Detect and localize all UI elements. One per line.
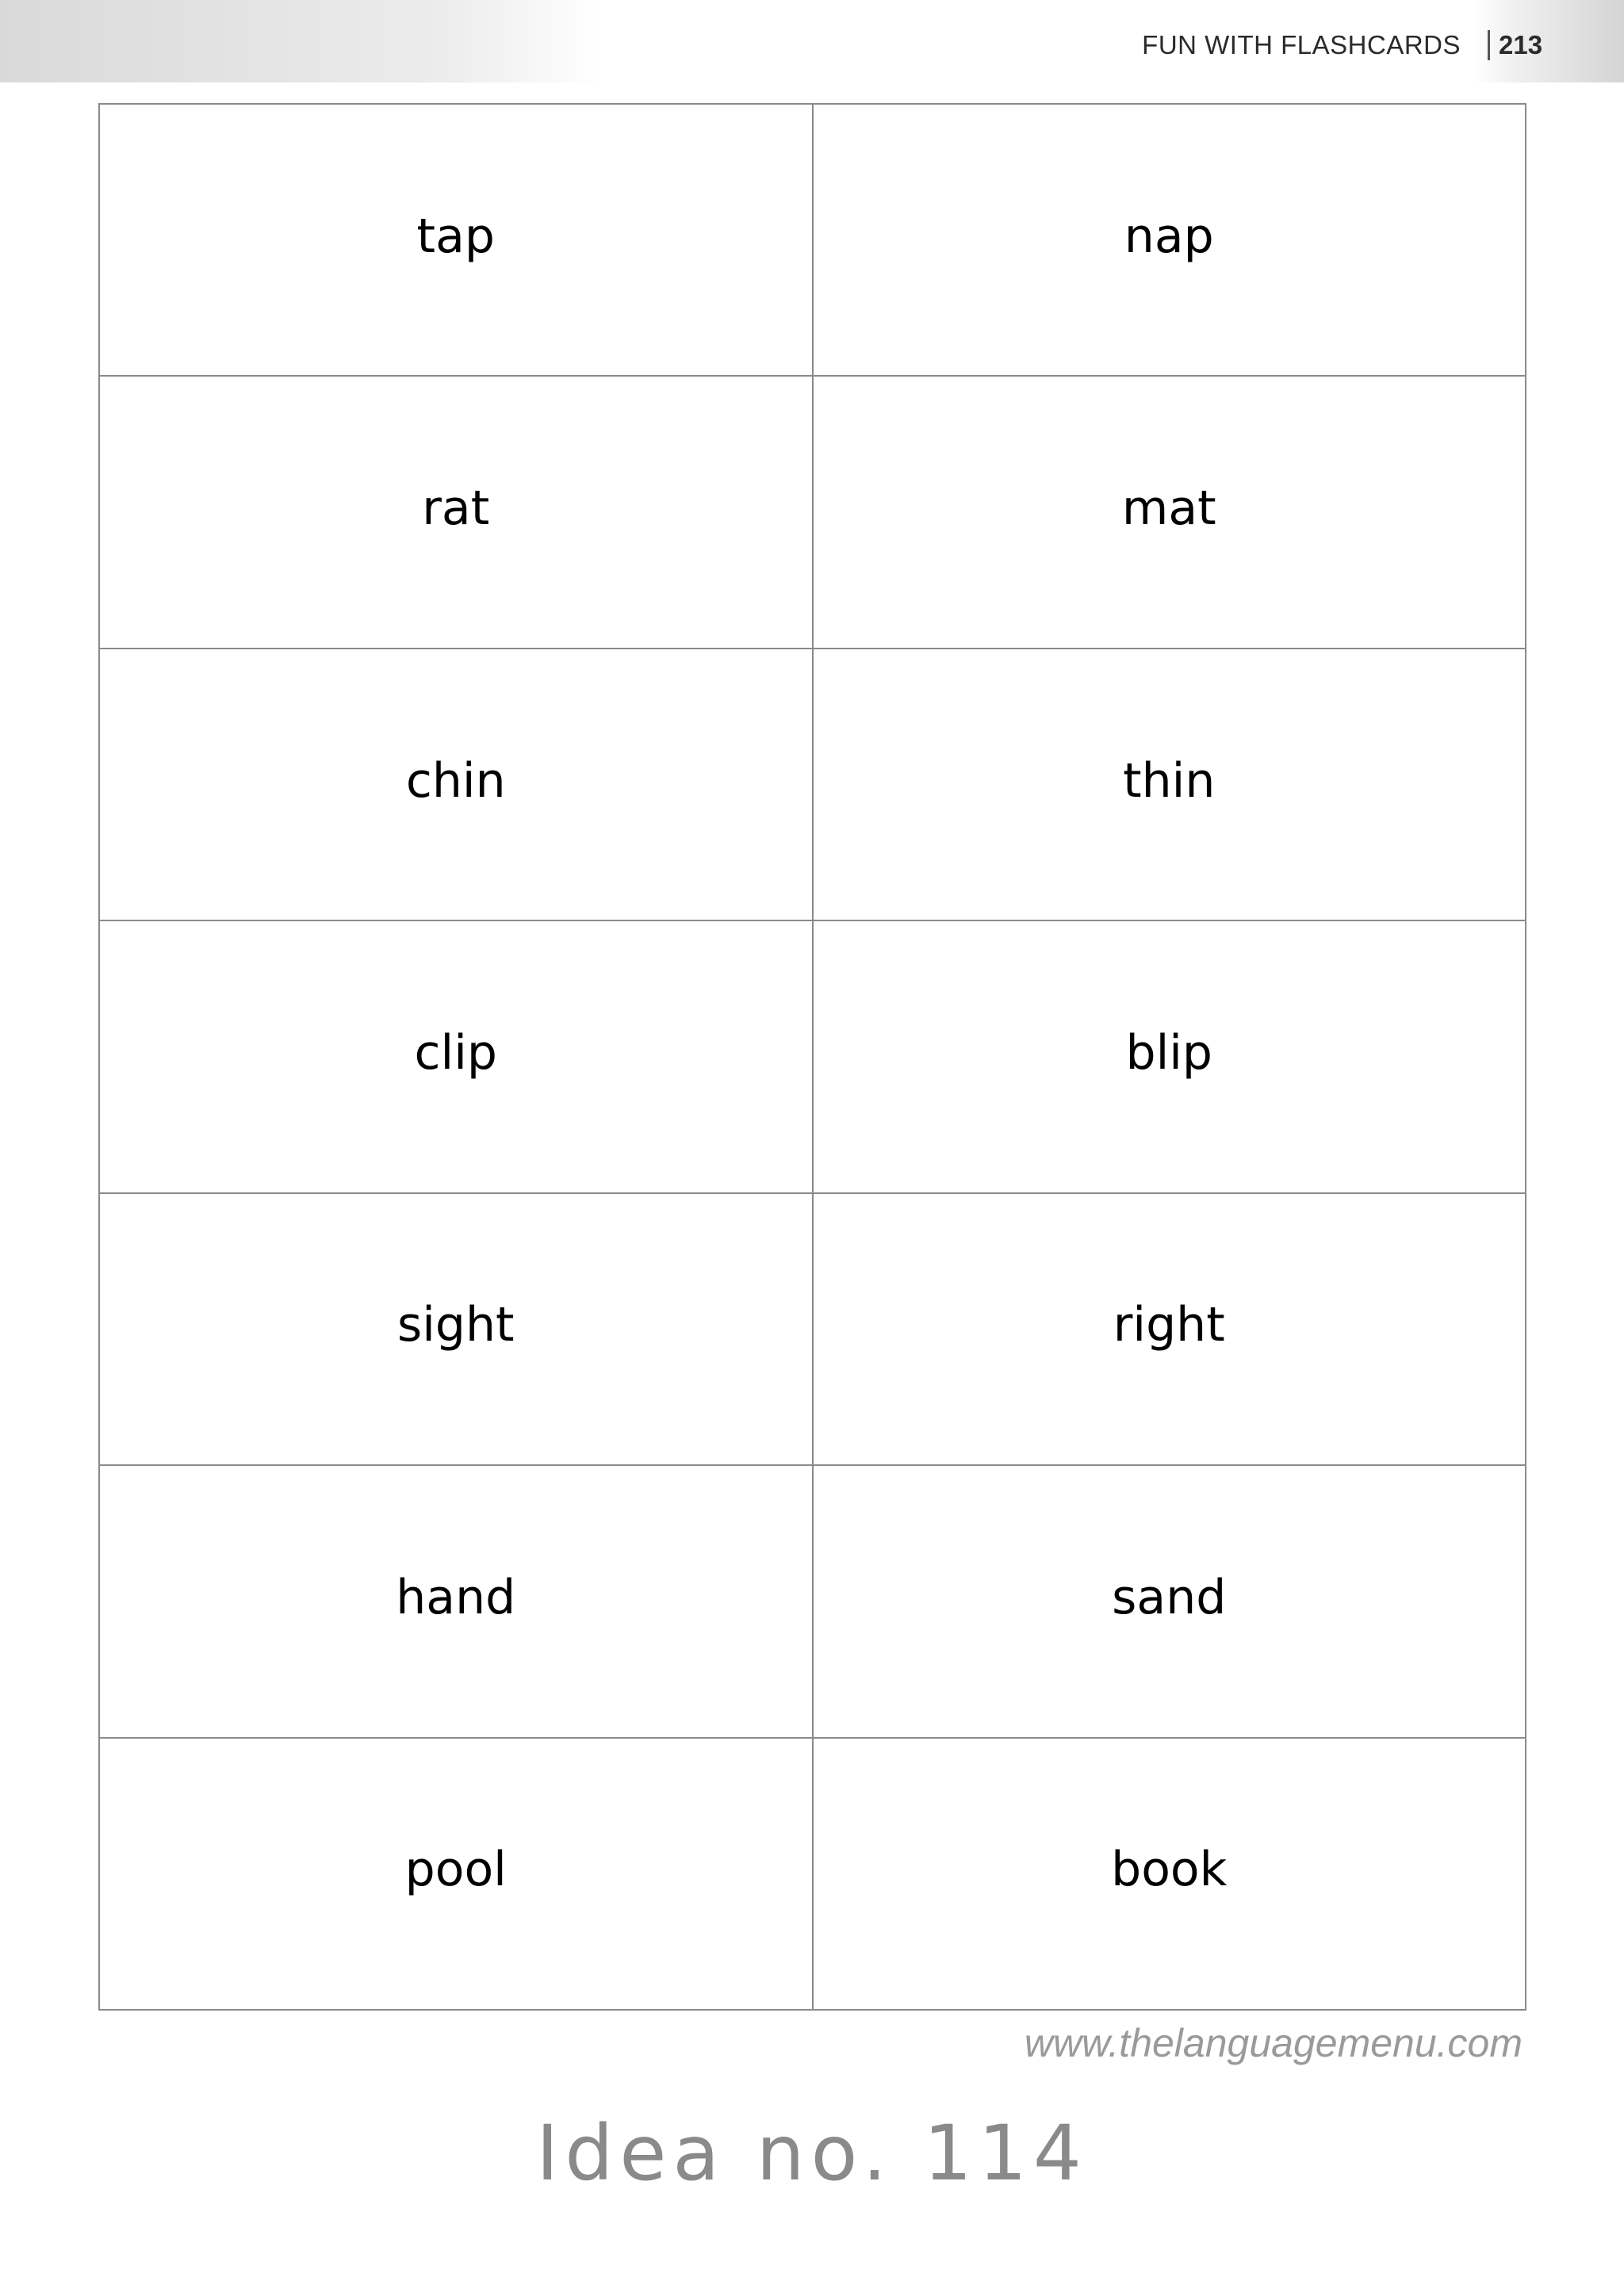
flashcard-word: right — [1113, 1297, 1225, 1353]
flashcard — [100, 105, 814, 377]
page-number: 213 — [1499, 30, 1543, 59]
flashcard-word: nap — [1124, 208, 1214, 264]
flashcard-word: book — [1111, 1842, 1228, 1898]
flashcard — [100, 1739, 814, 2011]
flashcard — [100, 921, 814, 1193]
flashcard-word: sight — [396, 1297, 515, 1353]
flashcard-grid — [98, 103, 1526, 2011]
flashcard-word: sand — [1112, 1569, 1227, 1625]
flashcard-word: mat — [1121, 480, 1216, 537]
flashcard — [814, 1194, 1527, 1466]
flashcard — [814, 921, 1527, 1193]
flashcard-word: rat — [422, 480, 490, 537]
flashcard-word: thin — [1123, 752, 1216, 809]
flashcard-word: tap — [416, 208, 495, 264]
flashcard — [100, 1194, 814, 1466]
website-link[interactable]: www.thelanguagemenu.com — [1024, 2021, 1522, 2065]
flashcard — [814, 1466, 1527, 1738]
flashcard-word: blip — [1125, 1024, 1212, 1081]
flashcard — [814, 377, 1527, 649]
idea-number: Idea no. 114 — [536, 2109, 1088, 2198]
flashcard-word: hand — [396, 1569, 516, 1625]
flashcard — [100, 649, 814, 921]
header-title: FUN WITH FLASHCARDS — [1142, 30, 1461, 59]
flashcard-word: pool — [404, 1842, 507, 1898]
flashcard — [100, 377, 814, 649]
flashcard-word: chin — [405, 752, 506, 809]
flashcard — [814, 105, 1527, 377]
flashcard-word: clip — [414, 1024, 497, 1081]
flashcard — [814, 649, 1527, 921]
flashcard — [100, 1466, 814, 1738]
header-separator — [1488, 30, 1490, 60]
flashcard — [814, 1739, 1527, 2011]
